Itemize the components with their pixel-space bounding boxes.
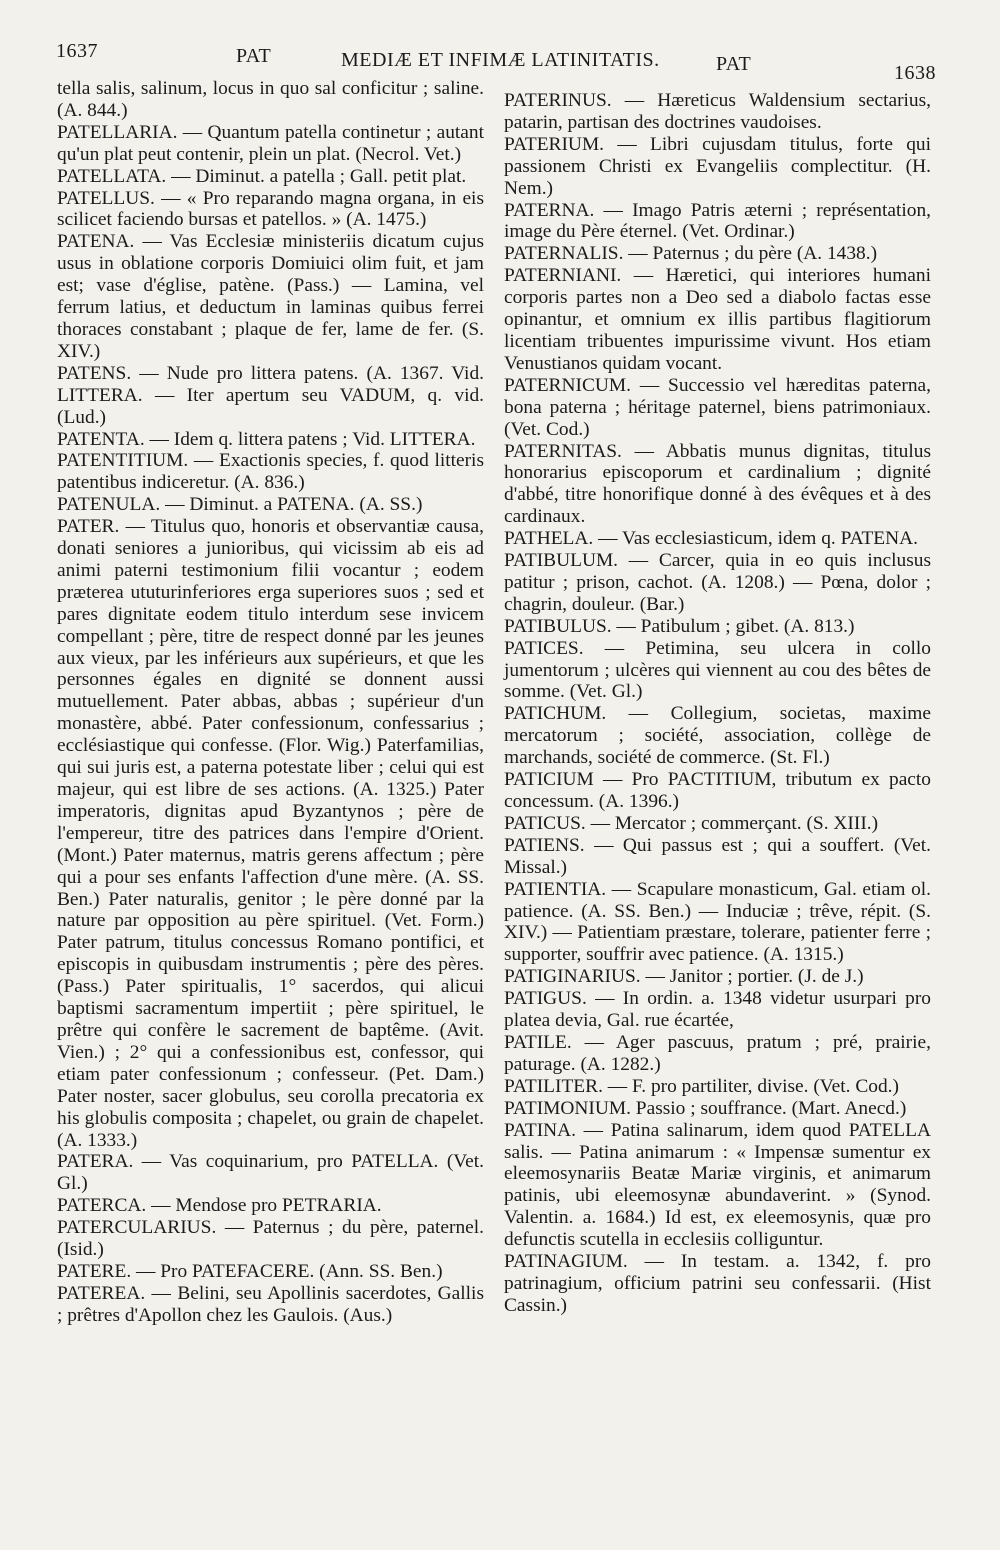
entry: PATERA. — Vas coquinarium, pro PATELLA. (Vet. Gl.) [57,1151,484,1195]
entry-continuation: tella salis, salinum, locus in quo sal conficitur ; saline. (A. 844.) [57,78,484,121]
page-number-right: 1638 [894,62,936,84]
running-head-left: PAT [236,45,272,67]
entry: PATILE. — Ager pascuus, pratum ; pré, prairie, paturage. (A. 1282.) [504,1031,931,1075]
entry: PATERNA. — Imago Patris æterni ; représentation, image du Père éternel. (Vet. Ordinar.) [504,199,931,243]
entry: PATENTITIUM. — Exactionis species, f. quod litteris patentibus indiceretur. (A. 836.) [57,450,484,494]
entry: PATIENTIA. — Scapulare monasticum, Gal. etiam ol. patience. (A. SS. Ben.) — Induciæ ; trêve, répit. (S. XIV.) — Patientiam præstare, tolerare, patienter ferre ; supporter, souffrir avec patience. (A. 1315.) [504,878,931,966]
entry: PATERINUS. — Hæreticus Waldensium sectarius, patarin, partisan des doctrines vaudoises. [504,90,931,133]
entry: PATIBULUM. — Carcer, quia in eo quis inclusus patitur ; prison, cachot. (A. 1208.) — Pœna, dolor ; chagrin, douleur. (Bar.) [504,550,931,615]
entry: PATERIUM. — Libri cujusdam titulus, forte qui passionem Christi ex Evangeliis complectitur. (H. Nem.) [504,133,931,199]
entry: PATERCULARIUS. — Paternus ; du père, paternel. (Isid.) [57,1217,484,1261]
entry: PATIBULUS. — Patibulum ; gibet. (A. 813.) [504,615,855,637]
entry: PATIGUS. — In ordin. a. 1348 videtur usurpari pro platea devia, Gal. rue écartée, [504,988,931,1032]
entry: PATENS. — Nude pro littera patens. (A. 1367. Vid. LITTERA. — Iter apertum seu VADUM, q. vid. (Lud.) [57,362,484,428]
entry: PATERNIANI. — Hæretici, qui interiores humani corporis partes non a Deo sed a diabolo factas esse opinantur, et omnium ex illis partibus flagitiorum licentiam tribuentes impurissime vivunt. Hos etiam Venustianos quidam vocant. [504,265,931,374]
entry: PATICIUM — Pro PACTITIUM, tributum ex pacto concessum. (A. 1396.) [504,769,931,812]
entry: PATEREA. — Belini, seu Apollinis sacerdotes, Gallis ; prêtres d'Apollon chez les Gaulois. (Aus.) [57,1282,484,1326]
entry: PATINAGIUM. — In testam. a. 1342, f. pro patrinagium, officium patrini seu confessarii. (Hist Cassin.) [504,1251,931,1316]
entry: PATIENS. — Qui passus est ; qui a souffert. (Vet. Missal.) [504,834,931,878]
entry: PATERNICUM. — Successio vel hæreditas paterna, bona paterna ; héritage paternel, biens patrimoniaux. (Vet. Cod.) [504,374,931,440]
entry: PATELLARIA. — Quantum patella continetur ; autant qu'un plat peut contenir, plein un plat. (Necrol. Vet.) [57,121,484,165]
running-head-right: PAT [716,53,752,75]
page-number-left: 1637 [56,40,98,62]
entry: PATELLUS. — « Pro reparando magna organa, in eis scilicet faciendo bursas et patellos. » (A. 1475.) [57,187,484,231]
entry: PATENULA. — Diminut. a PATENA. (A. SS.) [57,494,423,516]
entry: PATER. — Titulus quo, honoris et observantiæ causa, donati seniores a junioribus, qui vicissim ab eis ad animi paterni testimonium filii vocantur ; eodem præterea ututurinferiores erga superiores suos ; sed et pares dignitate eodem titulo interdum sese invicem compellant ; père, titre de respect donné par les jeunes aux vieux, par les inférieurs aux supérieurs, et que les personnes égales en dignité se donnent aussi mutuellement. Pater abbas, abbas ; supérieur d'un monastère, abbé. Pater confessionum, confessarius ; ecclésiastique qui confesse. (Flor. Wig.) Paterfamilias, qui sui juris est, a paterna potestate liber ; celui qui est majeur, qui est libre de ses actions. (A. 1325.) Pater imperatoris, dignitas apud Byzantynos ; père de l'empereur, titre des patrices dans l'empire d'Orient. (Mont.) Pater maternus, matris gerens affectum ; père qui a pour ses enfants l'affection d'une mère. (A. SS. Ben.) Pater naturalis, genitor ; le père donné par la nature par opposition au père spirituel. (Vet. Form.) Pater patrum, titulus concessus Romano pontifici, et episcopis in quibusdam instrumentis ; père des pères. (Pass.) Pater spiritualis, 1° sacerdos, qui alicui baptismi sacramentum impertiit ; père spirituel, le prêtre qui confère le sacrement de baptême. (Avit. Vien.) ; 2° qui a confessionibus est, confessor, qui etiam pater confessionum ; confesseur. (Pet. Dam.) Pater noster, sacer globulus, seu corolla precatoria ex his globulis composita ; chapelet, ou grain de chapelet. (A. 1333.) [57,516,484,1151]
entry: PATICHUM. — Collegium, societas, maxime mercatorum ; société, association, collège de marchands, société de commerce. (St. Fl.) [504,703,931,769]
entry: PATICUS. — Mercator ; commerçant. (S. XIII.) [504,812,879,834]
entry: PATERNITAS. — Abbatis munus dignitas, titulus honorarius episcoporum et cardinalium ; dignité d'abbé, titre honorifique donné à des évêques et à des cardinaux. [504,440,931,528]
entry: PATINA. — Patina salinarum, idem quod PATELLA salis. — Patina animarum : « Impensæ sumentur ex eleemosynariis Beatæ Mariæ virginis, et animarum patinis, ubi eleemosynæ abundaverint. » (Synod. Valentin. a. 1684.) Id est, ex eleemosynis, quæ pro defunctis scutella in ecclesiis colliguntur. [504,1119,931,1251]
entry: PATERE. — Pro PATEFACERE. (Ann. SS. Ben.) [57,1260,443,1282]
entry: PATIMONIUM. Passio ; souffrance. (Mart. Anecd.) [504,1097,907,1119]
entry: PATHELA. — Vas ecclesiasticum, idem q. PATENA. [504,528,918,550]
entry: PATELLATA. — Diminut. a patella ; Gall. petit plat. [57,165,467,187]
book-title: MEDIÆ ET INFIMÆ LATINITATIS. [341,49,660,71]
entry: PATENTA. — Idem q. littera patens ; Vid. LITTERA. [57,428,476,450]
entry: PATENA. — Vas Ecclesiæ ministeriis dicatum cujus usus in oblatione corporis Domiuici olim fuit, et jam est; vase d'église, patène. (Pass.) — Lamina, vel ferrum latius, et deductum in laminas quibus ferrei thoraces constabant ; plaque de fer, lame de fer. (S. XIV.) [57,231,484,362]
entry: PATERCA. — Mendose pro PETRARIA. [57,1195,382,1217]
entry: PATERNALIS. — Paternus ; du père (A. 1438.) [504,243,878,265]
running-header [56,40,936,84]
entry: PATIGINARIUS. — Janitor ; portier. (J. de J.) [504,966,864,988]
entry: PATICES. — Petimina, seu ulcera in collo jumentorum ; ulcères qui viennent au cou des bêtes de somme. (Vet. Gl.) [504,637,931,703]
right-column [504,90,931,1317]
entry: PATILITER. — F. pro partiliter, divise. (Vet. Cod.) [504,1075,899,1097]
left-column [57,78,484,1327]
